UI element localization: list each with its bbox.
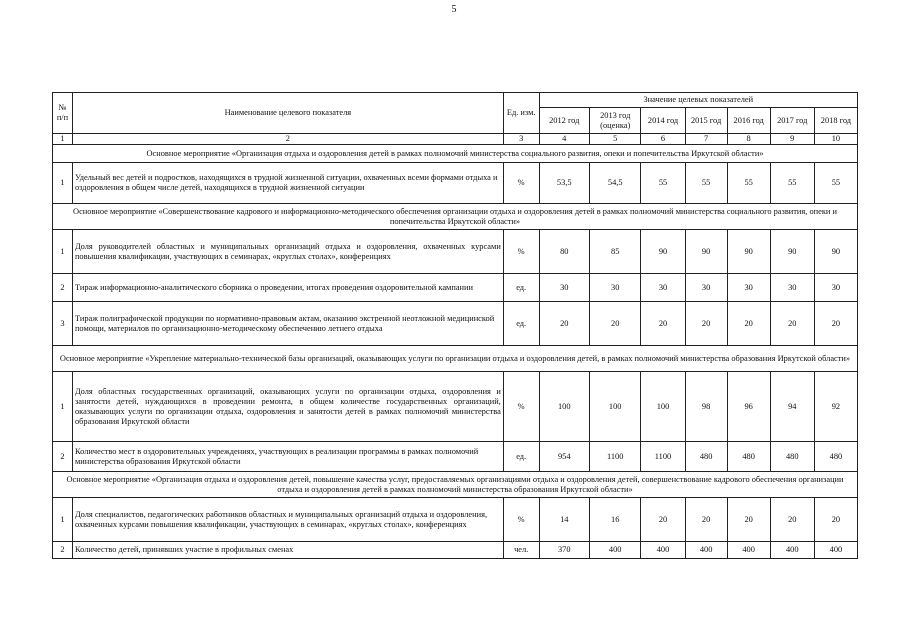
header-row — [53, 93, 858, 108]
column-number: 4 — [539, 134, 589, 145]
column-number: 5 — [589, 134, 640, 145]
section-header — [53, 346, 858, 372]
value: 100 — [539, 372, 589, 442]
section-title: Основное мероприятие «Укрепление материально-технической базы организаций, оказывающих услуги по организации отдыха и оздоровления детей, в рамках полномочий министерства образования Иркутской области» — [53, 346, 858, 372]
indicator-name: Количество детей, принявших участие в профильных сменах — [72, 542, 503, 559]
row-number: 1 — [53, 498, 73, 542]
section-header — [53, 145, 858, 163]
column-number: 3 — [503, 134, 539, 145]
unit: % — [503, 230, 539, 274]
value: 20 — [685, 302, 727, 346]
value: 90 — [641, 230, 685, 274]
header-values-group: Значение целевых показателей — [539, 93, 857, 108]
value: 96 — [727, 372, 770, 442]
page-number: 5 — [451, 4, 457, 15]
value: 55 — [685, 163, 727, 204]
value: 90 — [814, 230, 857, 274]
column-number: 9 — [770, 134, 814, 145]
value: 30 — [814, 274, 857, 302]
table-row — [53, 542, 858, 559]
value: 55 — [641, 163, 685, 204]
value: 55 — [814, 163, 857, 204]
value: 400 — [685, 542, 727, 559]
table-row — [53, 230, 858, 274]
value: 98 — [685, 372, 727, 442]
value: 55 — [727, 163, 770, 204]
unit: ед. — [503, 442, 539, 472]
value: 54,5 — [589, 163, 640, 204]
table-row — [53, 163, 858, 204]
value: 480 — [770, 442, 814, 472]
row-number: 1 — [53, 230, 73, 274]
section-header — [53, 472, 858, 498]
section-title: Основное мероприятие «Организация отдыха и оздоровления детей, повышение качества услуг, предоставляемых организациями отдыха и оздоровления детей, совершенствование кадрового обеспечения организации отдыха и оздоровления детей в рамках полномочий министерства образования Иркутской области» — [53, 472, 858, 498]
value: 30 — [641, 274, 685, 302]
header-year: 2017 год — [770, 108, 814, 134]
row-number: 2 — [53, 542, 73, 559]
value: 1100 — [589, 442, 640, 472]
section-header — [53, 204, 858, 230]
value: 30 — [770, 274, 814, 302]
unit: чел. — [503, 542, 539, 559]
indicator-name: Доля специалистов, педагогических работников областных и муниципальных организаций отдыха и оздоровления, охваченных курсами повышения квалификации, участвующих в семинарах, «круглых столах», конференциях — [72, 498, 503, 542]
table-row — [53, 442, 858, 472]
row-number: 2 — [53, 442, 73, 472]
target-indicators-table — [52, 92, 858, 559]
indicator-name: Тираж информационно-аналитического сборника о проведении, итогах проведения оздоровительной кампании — [72, 274, 503, 302]
indicator-name: Количество мест в оздоровительных учреждениях, участвующих в реализации программы в рамках полномочий министерства образования Иркутской области — [72, 442, 503, 472]
unit: ед. — [503, 302, 539, 346]
value: 954 — [539, 442, 589, 472]
value: 90 — [685, 230, 727, 274]
header-year: 2015 год — [685, 108, 727, 134]
column-number: 10 — [814, 134, 857, 145]
unit: % — [503, 498, 539, 542]
indicator-name: Доля руководителей областных и муниципальных организаций отдыха и оздоровления, охваченных курсами повышения квалификации, участвующих в семинарах, «круглых столах», конференциях — [72, 230, 503, 274]
value: 400 — [641, 542, 685, 559]
table-row — [53, 302, 858, 346]
indicator-name: Удельный вес детей и подростков, находящихся в трудной жизненной ситуации, охваченных всеми формами отдыха и оздоровления в общем числе детей, находящихся в трудной жизненной ситуации — [72, 163, 503, 204]
value: 20 — [770, 498, 814, 542]
value: 400 — [814, 542, 857, 559]
indicator-name: Доля областных государственных организаций, оказывающих услуги по организации отдыха, оздоровления и занятости детей, нуждающихся в проведении ремонта, в общем количестве государственных организаций, оказывающих услуги по организации отдыха, оздоровления и занятости детей в рамках полномочий министерства образования Иркутской области — [72, 372, 503, 442]
column-number: 7 — [685, 134, 727, 145]
header-year: 2018 год — [814, 108, 857, 134]
header-name: Наименование целевого показателя — [72, 93, 503, 134]
value: 480 — [685, 442, 727, 472]
table-row — [53, 498, 858, 542]
value: 20 — [641, 498, 685, 542]
value: 92 — [814, 372, 857, 442]
unit: % — [503, 163, 539, 204]
row-number: 2 — [53, 274, 73, 302]
value: 400 — [727, 542, 770, 559]
value: 400 — [770, 542, 814, 559]
value: 94 — [770, 372, 814, 442]
header-unit: Ед. изм. — [503, 93, 539, 134]
value: 53,5 — [539, 163, 589, 204]
header-year: 2013 год (оценка) — [589, 108, 640, 134]
column-number: 8 — [727, 134, 770, 145]
value: 16 — [589, 498, 640, 542]
header-year: 2012 год — [539, 108, 589, 134]
value: 20 — [539, 302, 589, 346]
value: 1100 — [641, 442, 685, 472]
value: 80 — [539, 230, 589, 274]
column-number: 2 — [72, 134, 503, 145]
value: 480 — [727, 442, 770, 472]
table-row — [53, 372, 858, 442]
value: 30 — [589, 274, 640, 302]
column-number: 6 — [641, 134, 685, 145]
section-title: Основное мероприятие «Организация отдыха и оздоровления детей в рамках полномочий министерства социального развития, опеки и попечительства Иркутской области» — [53, 145, 858, 163]
value: 55 — [770, 163, 814, 204]
value: 30 — [727, 274, 770, 302]
value: 20 — [814, 498, 857, 542]
header-num: № п/п — [53, 93, 73, 134]
section-title: Основное мероприятие «Совершенствование кадрового и информационно-методического обеспечения организации отдыха и оздоровления детей в рамках полномочий министерства социального развития, опеки и попечительства Иркутской области» — [53, 204, 858, 230]
value: 20 — [727, 302, 770, 346]
column-number: 1 — [53, 134, 73, 145]
value: 30 — [539, 274, 589, 302]
value: 480 — [814, 442, 857, 472]
value: 20 — [685, 498, 727, 542]
unit: % — [503, 372, 539, 442]
table-row — [53, 274, 858, 302]
value: 20 — [641, 302, 685, 346]
header-year: 2016 год — [727, 108, 770, 134]
header-year: 2014 год — [641, 108, 685, 134]
value: 370 — [539, 542, 589, 559]
column-numbers-row — [53, 134, 858, 145]
value: 20 — [589, 302, 640, 346]
value: 100 — [641, 372, 685, 442]
row-number: 1 — [53, 163, 73, 204]
value: 20 — [727, 498, 770, 542]
value: 400 — [589, 542, 640, 559]
value: 20 — [770, 302, 814, 346]
value: 90 — [770, 230, 814, 274]
unit: ед. — [503, 274, 539, 302]
value: 14 — [539, 498, 589, 542]
value: 90 — [727, 230, 770, 274]
value: 100 — [589, 372, 640, 442]
value: 30 — [685, 274, 727, 302]
value: 85 — [589, 230, 640, 274]
value: 20 — [814, 302, 857, 346]
indicator-name: Тираж полиграфической продукции по нормативно-правовым актам, оказанию экстренной неотложной медицинской помощи, материалов по организационно-методическому обеспечению летнего отдыха — [72, 302, 503, 346]
row-number: 1 — [53, 372, 73, 442]
row-number: 3 — [53, 302, 73, 346]
